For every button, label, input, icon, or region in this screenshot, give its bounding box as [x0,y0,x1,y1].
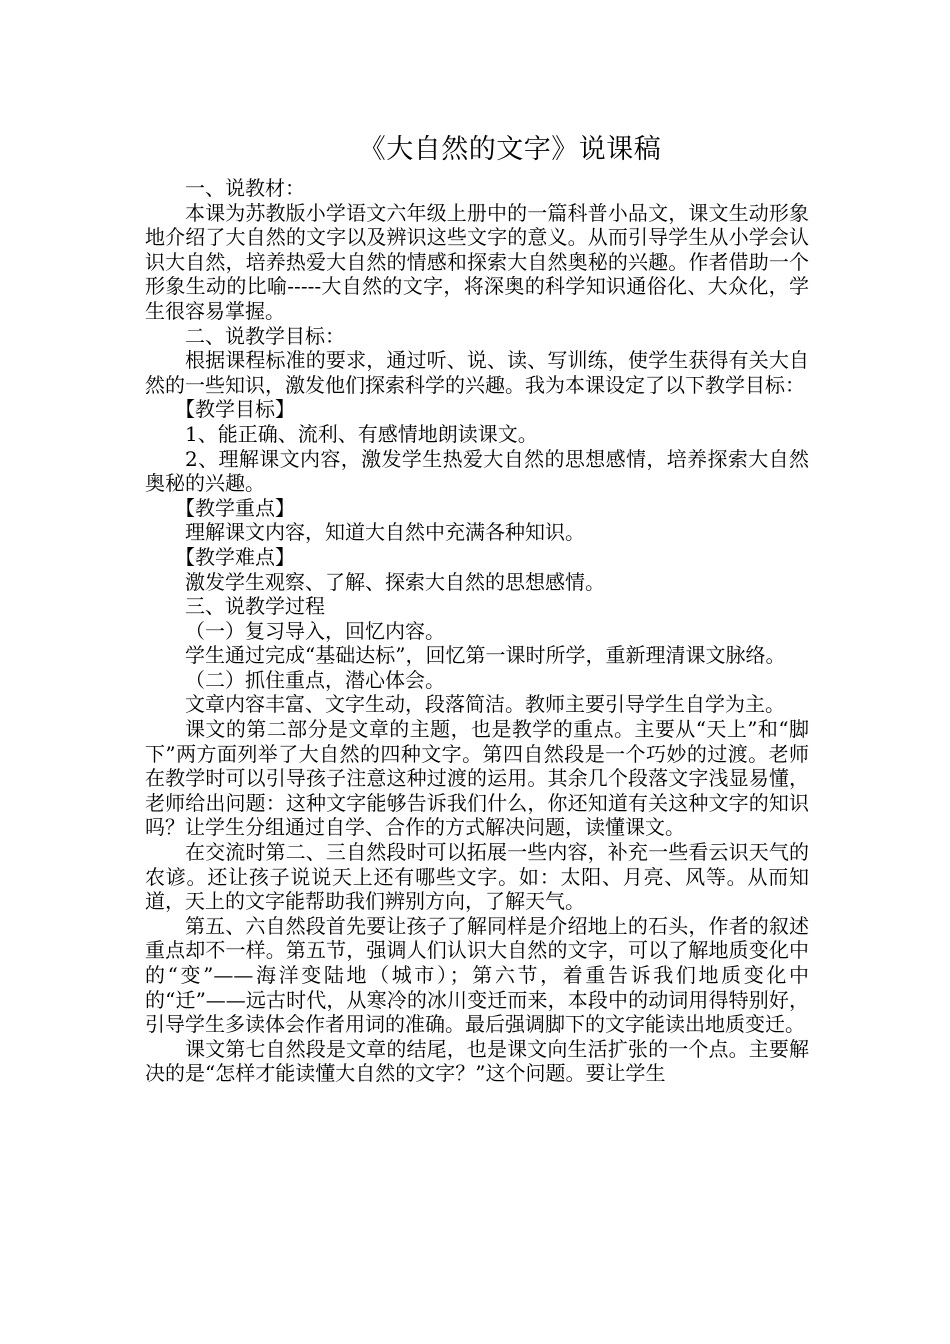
section-heading: 一、说教材： [185,176,305,200]
section-heading: 三、说教学过程 [185,594,325,619]
paragraph: 根据课程标准的要求，通过听、说、读、写训练，使学生获得有关大自然的一些知识，激发他们探索科学的兴趣。我为本课设定了以下教学目标： [145,348,809,397]
subheading-difficulties: 【教学难点】 [175,544,295,569]
subheading-teaching-goals: 【教学目标】 [175,397,295,422]
paragraph: 1、能正确、流利、有感情地朗读课文。 [185,421,538,446]
document-title: 《大自然的文字》说课稿 [358,134,662,165]
section-heading: 二、说教学目标： [185,323,345,348]
paragraph: 课文第七自然段是文章的结尾，也是课文向生活扩张的一个点。主要解决的是“怎样才能读懂大自然的文字？”这个问题。要让学生 [145,1036,809,1086]
paragraph: 2、理解课文内容，激发学生热爱大自然的思想感情，培养探索大自然奥秘的兴趣。 [145,446,809,496]
subheading-key-points: 【教学重点】 [175,495,295,520]
paragraph: 在交流时第二、三自然段时可以拓展一些内容，补充一些看云识天气的农谚。还让孩子说说天上还有哪些文字。如：太阳、月亮、风等。从而知道，天上的文字能帮助我们辨别方向，了解天气。 [145,840,809,914]
document-body [145,176,809,1086]
paragraph: 理解课文内容，知道大自然中充满各种知识。 [185,520,585,545]
paragraph: 文章内容丰富、文字生动，段落简洁。教师主要引导学生自学为主。 [185,692,785,717]
paragraph: 学生通过完成“基础达标”，回忆第一课时所学，重新理清课文脉络。 [185,643,786,668]
paragraph: 本课为苏教版小学语文六年级上册中的一篇科普小品文，课文生动形象地介绍了大自然的文字以及辨识这些文字的意义。从而引导学生从小学会认识大自然，培养热爱大自然的情感和探索大自然奥秘的兴趣。作者借助一个形象生动的比喻-----大自然的文字，将深奥的科学知识通俗化、大众化，学生很容易掌握。 [145,200,809,323]
paragraph: 课文的第二部分是文章的主题，也是教学的重点。主要从“天上”和“脚下”两方面列举了大自然的四种文字。第四自然段是一个巧妙的过渡。老师在教学时可以引导孩子注意这种过渡的运用。其余几个段落文字浅显易懂，老师给出问题：这种文字能够告诉我们什么，你还知道有关这种文字的知识吗？让学生分组通过自学、合作的方式解决问题，读懂课文。 [145,717,809,840]
step-heading: （二）抓住重点，潜心体会。 [185,667,445,692]
step-heading: （一）复习导入，回忆内容。 [185,618,445,643]
paragraph: 激发学生观察、了解、探索大自然的思想感情。 [185,569,605,594]
paragraph: 第五、六自然段首先要让孩子了解同样是介绍地上的石头，作者的叙述重点却不一样。第五节，强调人们认识大自然的文字，可以了解地质变化中的“变”——海洋变陆地（城市）；第六节，着重告诉我们地质变化中的“迁”——远古时代，从寒冷的冰川变迁而来，本段中的动词用得特别好，引导学生多读体会作者用词的准确。最后强调脚下的文字能读出地质变迁。 [145,913,809,1037]
